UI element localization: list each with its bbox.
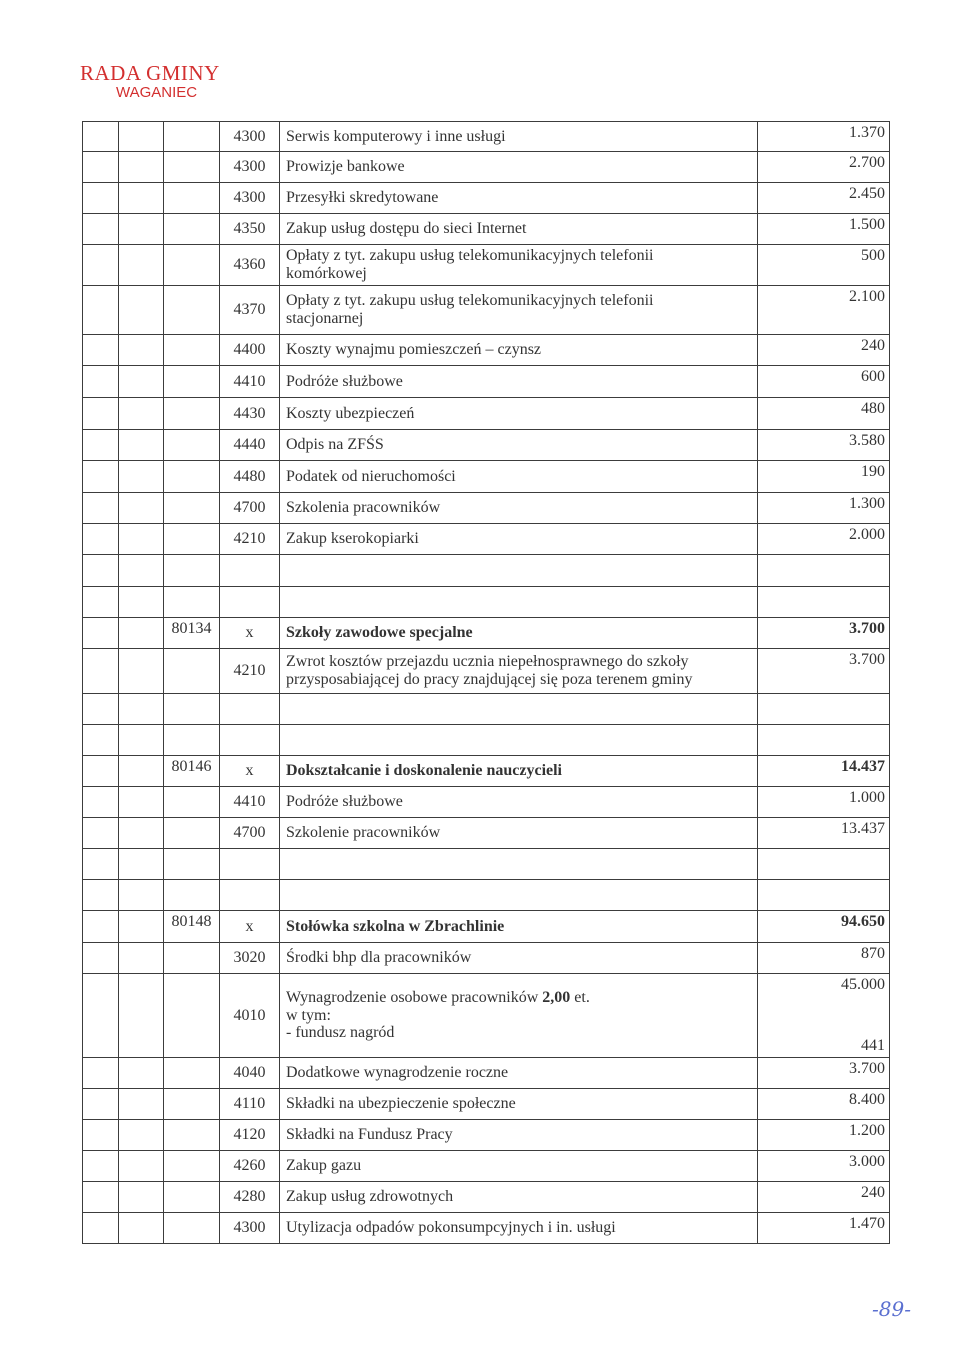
- row-amount: 3.700: [849, 651, 885, 668]
- row-description: Koszty wynajmu pomieszczeń – czynsz: [286, 341, 542, 359]
- paragraph-code: 4700: [233, 824, 266, 841]
- paragraph-code: 4110: [233, 1095, 266, 1112]
- row-description-line: [286, 989, 590, 1007]
- paragraph-code: 4210: [233, 662, 266, 679]
- row-description: Środki bhp dla pracowników: [286, 949, 472, 967]
- paragraph-code: 4120: [233, 1126, 266, 1143]
- row-amount: 1.470: [849, 1215, 885, 1232]
- section-marker: x: [245, 917, 254, 935]
- paragraph-code: 4300: [233, 189, 266, 206]
- table-row: [82, 214, 890, 245]
- table-row: [82, 943, 890, 974]
- paragraph-code: 4370: [233, 301, 266, 318]
- table-row: [82, 787, 890, 818]
- row-description: Serwis komputerowy i inne usługi: [286, 127, 506, 145]
- row-description-line: stacjonarnej: [286, 310, 364, 327]
- row-amount: 3.700: [849, 1060, 885, 1077]
- paragraph-code: 4210: [233, 530, 266, 547]
- table-row: [82, 183, 890, 214]
- row-amount: 870: [861, 945, 885, 962]
- table-row: [82, 461, 890, 493]
- row-amount: 2.100: [849, 288, 885, 305]
- row-description-line: - fundusz nagród: [286, 1024, 395, 1042]
- section-title: Szkoły zawodowe specjalne: [286, 624, 473, 642]
- fte-count: 2,00: [542, 988, 571, 1006]
- paragraph-code: 4410: [233, 793, 266, 810]
- row-amount: 240: [861, 337, 885, 354]
- paragraph-code: 4260: [233, 1157, 266, 1174]
- row-amount: 480: [861, 400, 885, 417]
- row-description: Podróże służbowe: [286, 372, 403, 390]
- table-row: [82, 335, 890, 366]
- row-amount: 1.200: [849, 1122, 885, 1139]
- table-row: [82, 152, 890, 183]
- paragraph-code: 4700: [233, 499, 266, 516]
- row-description-line: Opłaty z tyt. zakupu usług telekomunikacyjnych telefonii: [286, 292, 654, 310]
- section-code: 80146: [171, 758, 212, 775]
- row-description: Przesyłki skredytowane: [286, 189, 439, 207]
- table-row: [82, 286, 890, 335]
- section-marker: x: [245, 762, 254, 779]
- table-row: [82, 818, 890, 849]
- table-row: [82, 1089, 890, 1120]
- table-row: [82, 245, 890, 286]
- row-description: Prowizje bankowe: [286, 158, 405, 176]
- row-description: Utylizacja odpadów pokonsumpcyjnych i in. usługi: [286, 1219, 616, 1237]
- row-amount: 2.700: [849, 154, 885, 171]
- table-row: [82, 974, 890, 1058]
- row-description: Składki na ubezpieczenie społeczne: [286, 1095, 516, 1113]
- table-row: [82, 430, 890, 461]
- row-description-line: w tym:: [286, 1006, 331, 1024]
- row-amount: 13.437: [841, 820, 885, 837]
- table-row-empty: [82, 849, 890, 880]
- table-row: [82, 1213, 890, 1244]
- row-amount: 240: [861, 1184, 885, 1201]
- table-row: [82, 1182, 890, 1213]
- row-description-text: Wynagrodzenie osobowe pracowników: [286, 988, 543, 1006]
- table-row: [82, 1058, 890, 1089]
- table-row-empty: [82, 725, 890, 756]
- row-amount: 2.000: [849, 526, 885, 543]
- row-description-line: przysposabiającej do pracy znajdującej się poza terenem gminy: [286, 671, 693, 688]
- table-row: [82, 1120, 890, 1151]
- section-header-row: [82, 756, 890, 787]
- stamp-line-2: WAGANIEC: [116, 84, 198, 101]
- row-amount: 500: [861, 247, 885, 264]
- section-title: Dokształcanie i doskonalenie nauczycieli: [286, 762, 562, 780]
- row-description-line: Opłaty z tyt. zakupu usług telekomunikacyjnych telefonii: [286, 247, 654, 265]
- table-row: [82, 524, 890, 555]
- table-row: [82, 493, 890, 524]
- paragraph-code: 4300: [233, 1219, 266, 1236]
- paragraph-code: 4430: [233, 404, 266, 422]
- row-amount: 190: [861, 463, 885, 480]
- paragraph-code: 4300: [233, 127, 266, 145]
- row-description: Zakup usług dostępu do sieci Internet: [286, 220, 527, 238]
- row-description: Podróże służbowe: [286, 793, 403, 811]
- row-amount-sub: 441: [861, 1037, 885, 1054]
- paragraph-code: 4300: [233, 158, 266, 175]
- section-header-row: [82, 618, 890, 649]
- table-row-empty: [82, 694, 890, 725]
- row-amount: 3.000: [849, 1153, 885, 1170]
- row-description-line: komórkowej: [286, 265, 367, 282]
- paragraph-code: 4410: [233, 372, 266, 390]
- section-total: 3.700: [849, 620, 885, 637]
- paragraph-code: 4280: [233, 1188, 266, 1205]
- row-description: Składki na Fundusz Pracy: [286, 1126, 453, 1144]
- table-row: [82, 1151, 890, 1182]
- section-title: Stołówka szkolna w Zbrachlinie: [286, 917, 505, 935]
- row-amount: 1.500: [849, 216, 885, 233]
- row-amount: 600: [861, 368, 885, 385]
- paragraph-code: 4360: [233, 256, 266, 273]
- paragraph-code: 4440: [233, 436, 266, 453]
- paragraph-code: 3020: [233, 949, 266, 966]
- row-description: Zakup kserokopiarki: [286, 530, 419, 548]
- rada-gminy-stamp: [80, 63, 220, 100]
- row-description-text: et.: [570, 988, 590, 1006]
- row-amount: 1.000: [849, 789, 885, 806]
- table-row: [82, 366, 890, 398]
- section-header-row: [82, 911, 890, 943]
- table-row-empty: [82, 880, 890, 911]
- row-description: Dodatkowe wynagrodzenie roczne: [286, 1064, 509, 1082]
- row-amount: 2.450: [849, 185, 885, 202]
- paragraph-code: 4400: [233, 341, 266, 358]
- table-row: [82, 398, 890, 430]
- row-amount: 1.370: [849, 124, 885, 141]
- paragraph-code: 4350: [233, 220, 266, 237]
- table-row: [82, 649, 890, 694]
- paragraph-code: 4480: [233, 467, 266, 485]
- row-description-line: Zwrot kosztów przejazdu ucznia niepełnosprawnego do szkoły: [286, 653, 689, 671]
- paragraph-code: 4040: [233, 1064, 266, 1081]
- row-amount: 3.580: [849, 432, 885, 449]
- paragraph-code: 4010: [233, 1006, 266, 1024]
- row-description: Podatek od nieruchomości: [286, 467, 456, 485]
- section-marker: x: [245, 624, 254, 641]
- table-row: [82, 121, 890, 152]
- section-code: 80134: [171, 620, 212, 637]
- table-row-empty: [82, 555, 890, 587]
- section-total: 14.437: [841, 758, 885, 775]
- page-number: -89-: [872, 1297, 911, 1321]
- row-amount: 1.300: [849, 495, 885, 512]
- row-amount: 8.400: [849, 1091, 885, 1108]
- row-description: Szkolenia pracowników: [286, 499, 441, 517]
- row-amount: 45.000: [841, 976, 885, 993]
- row-description: Szkolenie pracowników: [286, 824, 441, 842]
- row-description: Zakup usług zdrowotnych: [286, 1188, 454, 1206]
- row-description: Odpis na ZFŚS: [286, 436, 384, 454]
- budget-table: [82, 121, 890, 1244]
- row-description: Zakup gazu: [286, 1157, 362, 1175]
- section-code: 80148: [171, 913, 212, 930]
- row-description: Koszty ubezpieczeń: [286, 404, 415, 422]
- table-row-empty: [82, 587, 890, 618]
- section-total: 94.650: [841, 913, 885, 930]
- stamp-line-1: RADA GMINY: [80, 61, 220, 85]
